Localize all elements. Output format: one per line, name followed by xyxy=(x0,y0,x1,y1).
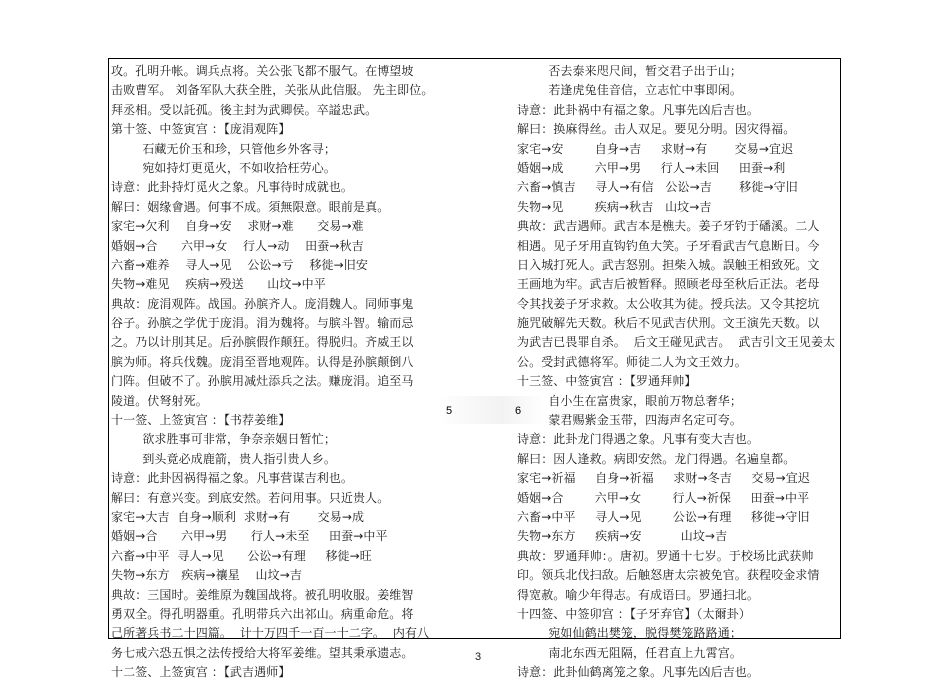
text-line: 公。受封武德将军。师徒二人为文王效力。 xyxy=(517,354,747,369)
text-line: 失物→见 疾病→秋吉 山坟→吉 xyxy=(517,199,712,214)
text-line: 失物→东方 疾病→安 山坟→吉 xyxy=(517,529,728,544)
left-text-column xyxy=(111,62,436,683)
page-number-right: 6 xyxy=(515,405,522,417)
text-line: 南北东西无阻隔，任君直上九霄宫。 xyxy=(517,645,742,660)
text-line: 印。领兵北伐扫敌。后触怒唐太宗被免官。获程咬金求情 xyxy=(517,568,820,583)
text-line: 婚姻→合 六甲→男 行人→未至 田蚕→中平 xyxy=(111,529,388,544)
text-line: 家宅→大吉 自身→顺利 求财→有 交易→成 xyxy=(111,509,365,524)
text-line: 欲求胜事可非常，争奈亲姻日暂忙； xyxy=(111,432,336,447)
text-line: 婚姻→成 六甲→男 行人→未回 田蚕→利 xyxy=(517,160,786,175)
text-line: 解曰：因人逢救。病即安然。龙门得遇。名遍皇都。 xyxy=(517,451,796,466)
text-line: 六畜→慎吉 寻人→有信 公讼→吉 移徙→守旧 xyxy=(517,180,798,195)
text-line: 诗意：此卦龙门得遇之象。凡事有变大吉也。 xyxy=(517,432,760,447)
text-line: 己所著兵书二十四篇。 计十万四千一百一十二字。 内有八 xyxy=(111,626,430,641)
text-line: 典故：武吉遇师。武吉本是樵夫。姜子牙钓于磻溪。二人 xyxy=(517,219,820,234)
text-line: 相遇。见子牙用直钩钓鱼大笑。子牙看武吉气息断日。今 xyxy=(517,238,820,253)
text-line: 若逢虎兔佳音信，立志忙中事即闲。 xyxy=(517,83,742,98)
text-line: 门阵。但破不了。孙膑用减灶添兵之法。赚庞涓。追至马 xyxy=(111,374,414,389)
text-line: 诗意：此卦祸中有福之象。凡事先凶后吉也。 xyxy=(517,102,760,117)
text-line: 得宽赦。喻少年得志。有成语曰。罗通扫北。 xyxy=(517,587,760,602)
text-line: 六畜→难养 寻人→见 公讼→亏 移徙→旧安 xyxy=(111,257,368,272)
text-line: 十三签、中签寅宫 ：【罗通拜帅】 xyxy=(517,374,697,389)
text-line: 家宅→欠利 自身→安 求财→难 交易→难 xyxy=(111,219,364,234)
text-line: 十四签、中签卯宫 ：【子牙弃官】（太爾卦） xyxy=(517,606,751,621)
text-line: 典故：庞涓观阵。战国。孙膑齐人。庞涓魏人。同师事鬼 xyxy=(111,296,414,311)
text-line: 之。乃以计刖其足。后孙膑假作颠狂。得脱归。齐威王以 xyxy=(111,335,414,350)
text-line: 婚姻→合 六甲→女 行人→动 田蚕→秋吉 xyxy=(111,238,364,253)
text-line: 攻。孔明升帐。调兵点将。关公张飞都不服气。在博望坡 xyxy=(111,64,414,78)
text-line: 家宅→安 自身→吉 求财→有 交易→宜迟 xyxy=(517,141,794,156)
text-line: 击败曹军。 刘备军队大获全胜，关张从此信服。 先主即位。 xyxy=(111,83,434,98)
text-line: 诗意：此卦持灯觅火之象。凡事待时成就也。 xyxy=(111,180,354,195)
page-number-left: 5 xyxy=(446,405,453,417)
text-line: 务七戒六恐五惧之法传授给大将军姜维。望其秉承遗志。 xyxy=(111,645,414,660)
text-line: 家宅→祈福 自身→祈福 求财→冬吉 交易→宜迟 xyxy=(517,471,810,486)
text-line: 失物→难见 疾病→殁送 山坟→中平 xyxy=(111,277,326,292)
text-line: 自小生在富贵家，眼前万物总奢华； xyxy=(517,393,742,408)
text-line: 第十签、中签寅宫 ：【庞涓观阵】 xyxy=(111,122,291,137)
text-line: 宛如仙鹤出樊笼，脱得樊笼路路通； xyxy=(517,626,742,641)
text-line: 解曰：姻缘會遇。何事不成。須無限意。眼前是真。 xyxy=(111,199,390,214)
footer-page-number: 3 xyxy=(475,651,482,663)
text-line: 到头竟必成鹿箭，贵人指引贵人乡。 xyxy=(111,451,336,466)
text-line: 施咒破解先天数。秋后不见武吉伏刑。文王演先天数。以 xyxy=(517,316,820,331)
text-line: 诗意：此卦因祸得福之象。凡事营谋吉利也。 xyxy=(111,471,354,486)
text-line: 日入城打死人。武吉怒别。担柴入城。誤触王相致死。文 xyxy=(517,257,820,272)
text-line: 解曰：换麻得丝。击人双足。要见分明。因灾得福。 xyxy=(517,122,796,137)
text-line: 拜丞相。受以託孤。後主封为武卿侯。卒謚忠武。 xyxy=(111,102,378,117)
text-line: 陵道。伏弩射死。 xyxy=(111,393,208,408)
right-text-column xyxy=(517,62,842,683)
text-line: 典故：罗通拜帅：。唐初。罗通十七岁。于校场比武获帅 xyxy=(517,548,814,563)
text-line: 王画地为牢。武吉后被暂释。照顾老母至秋后正法。老母 xyxy=(517,277,820,292)
text-line: 令其找姜子牙求救。太公收其为徒。授兵法。又令其挖坑 xyxy=(517,296,820,311)
text-line: 蒙君赐紫金玉带，四海声名定可夸。 xyxy=(517,413,742,428)
text-line: 膑为师。将兵伐魏。庞涓至晋地观阵。认得是孙膑颠倒八 xyxy=(111,354,414,369)
text-line: 婚姻→合 六甲→女 行人→祈保 田蚕→中平 xyxy=(517,490,810,505)
text-line: 解曰：有意兴变。到底安然。若问用事。只近贵人。 xyxy=(111,490,390,505)
text-line: 典故：三国时。姜维原为魏国战将。被孔明收服。姜维智 xyxy=(111,587,414,602)
text-line: 诗意：此卦仙鹤离笼之象。凡事先凶后吉也。 xyxy=(517,665,760,680)
text-line: 六畜→中平 寻人→见 公讼→有理 移徙→旺 xyxy=(111,548,372,563)
text-line: 否去泰来咫尺间，暂交君子出于山； xyxy=(517,64,742,78)
text-line: 勇双全。得孔明器重。孔明带兵六出祁山。病重命危。将 xyxy=(111,606,414,621)
text-line: 六畜→中平 寻人→见 公讼→有理 移徙→守旧 xyxy=(517,509,810,524)
text-line: 十二签、上签寅宫 ：【武吉遇师】 xyxy=(111,665,291,680)
text-line: 谷子。孙膑之学优于庞涓。涓为魏将。与膑斗智。输而忌 xyxy=(111,316,414,331)
text-line: 为武吉已畏罪自杀。 后文王碰见武吉。 武吉引文王见姜太 xyxy=(517,335,836,350)
text-line: 失物→东方 疾病→禳星 山坟→吉 xyxy=(111,568,302,583)
text-line: 十一签、上签寅宫 ：【书荐姜维】 xyxy=(111,413,291,428)
text-line: 宛如持灯更觅火，不如收拾枉劳心。 xyxy=(111,160,336,175)
text-line: 石藏无价玉和珍，只管他乡外客寻； xyxy=(111,141,336,156)
